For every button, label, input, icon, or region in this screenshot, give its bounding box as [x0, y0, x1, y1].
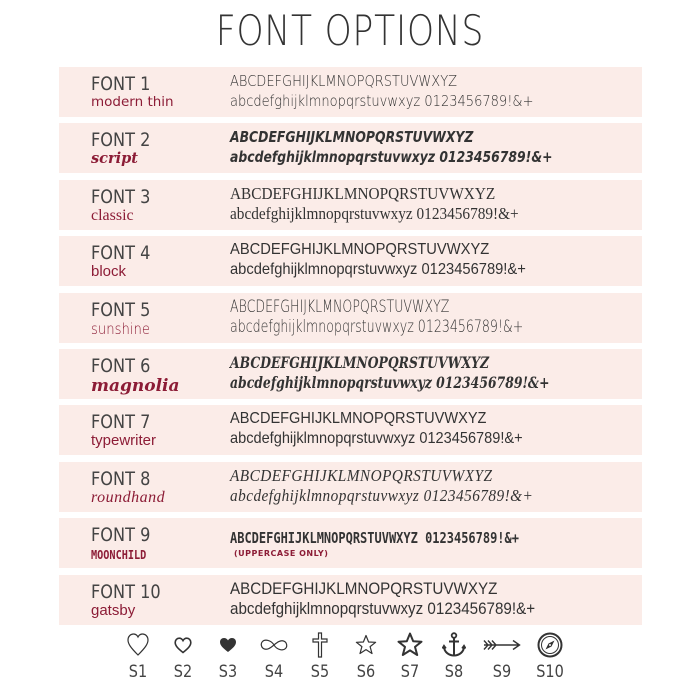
font-name: FONT 2 [91, 129, 151, 152]
font-sample [230, 127, 640, 167]
symbol-option-s2[interactable] [162, 632, 204, 682]
uppercase-sample: ABCDEFGHIJKLMNOPQRSTUVWXYZ [230, 296, 450, 317]
symbol-code: S10 [536, 662, 564, 682]
symbol-code: S3 [218, 662, 238, 682]
symbol-code: S8 [444, 662, 464, 682]
lowercase-sample: abcdefghijklmnopqrstuvwxyz 0123456789!&+ [230, 372, 550, 392]
uppercase-sample: ABCDEFGHIJKLMNOPQRSTUVWXYZ [230, 410, 487, 428]
symbol-code: S2 [173, 662, 193, 682]
font-sample [230, 353, 640, 393]
font-sample [230, 409, 640, 449]
font-row-5[interactable] [59, 293, 642, 343]
font-row-6[interactable] [59, 349, 642, 399]
infinity-icon [253, 632, 295, 658]
font-sample [230, 522, 640, 548]
font-name: FONT 10 [91, 580, 161, 603]
font-style-name: roundhand [91, 488, 166, 506]
font-row-4[interactable] [59, 236, 642, 286]
font-sample [230, 240, 640, 280]
font-name: FONT 9 [91, 524, 151, 547]
lowercase-sample: abcdefghijklmnopqrstuvwxyz 0123456789!&+ [230, 92, 534, 110]
font-name: FONT 7 [91, 411, 151, 434]
lowercase-sample: abcdefghijklmnopqrstuvwxyz 0123456789!&+ [230, 203, 519, 223]
uppercase-sample: ABCDEFGHIJKLMNOPQRSTUVWXYZ [230, 183, 496, 203]
uppercase-sample: ABCDEFGHIJKLMNOPQRSTUVWXYZ [230, 128, 474, 147]
font-style-name: script [91, 150, 138, 168]
symbol-option-s4[interactable] [253, 632, 295, 682]
page-title: FONT OPTIONS [215, 6, 485, 55]
font-row-10[interactable] [59, 575, 642, 625]
lowercase-sample: abcdefghijklmnopqrstuvwxyz 0123456789!&+ [230, 316, 524, 337]
star-outline-icon [345, 632, 387, 658]
font-row-3[interactable] [59, 180, 642, 230]
font-name: FONT 4 [91, 242, 151, 265]
font-sample [230, 184, 640, 224]
symbol-option-s5[interactable] [299, 632, 341, 682]
symbol-option-s7[interactable] [389, 632, 431, 682]
heart-outline-icon [117, 632, 159, 658]
symbol-option-s6[interactable] [345, 632, 387, 682]
cross-icon [299, 632, 341, 658]
font-name: FONT 8 [91, 467, 151, 490]
heart-filled-icon [207, 632, 249, 658]
compass-icon [529, 632, 571, 658]
uppercase-sample: ABCDEFGHIJKLMNOPQRSTUVWXYZ [230, 352, 490, 372]
symbol-code: S4 [264, 662, 284, 682]
font-sample [230, 71, 640, 111]
font-name: FONT 1 [91, 73, 151, 95]
symbol-code: S5 [310, 662, 330, 682]
lowercase-sample: abcdefghijklmnopqrstuvwxyz 0123456789!&+ [230, 430, 523, 448]
uppercase-sample: ABCDEFGHIJKLMNOPQRSTUVWXYZ [230, 72, 458, 90]
lowercase-sample: abcdefghijklmnopqrstuvwxyz 0123456789!&+ [230, 148, 553, 167]
font-row-1[interactable] [59, 67, 642, 117]
arrow-icon [481, 632, 523, 658]
small-heart-outline-icon [162, 632, 204, 658]
font-row-8[interactable] [59, 462, 642, 512]
star-bold-outline-icon [389, 632, 431, 658]
symbol-code: S7 [400, 662, 420, 682]
symbol-code: S1 [128, 662, 148, 682]
symbol-options [117, 632, 587, 694]
font-style-name: sunshine [91, 319, 151, 338]
symbol-code: S6 [356, 662, 376, 682]
font-row-9[interactable] [59, 518, 642, 568]
font-list [59, 67, 642, 631]
font-style-name: classic [91, 206, 134, 224]
font-name: FONT 5 [91, 298, 151, 321]
uppercase-sample: ABCDEFGHIJKLMNOPQRSTUVWXYZ 0123456789!&+ [230, 529, 519, 548]
font-style-name: MOONCHILD [91, 548, 147, 563]
symbol-option-s1[interactable] [117, 632, 159, 682]
font-sample [230, 579, 640, 619]
uppercase-only-note: (UPPERCASE ONLY) [234, 549, 329, 559]
font-style-name: block [91, 263, 127, 281]
font-style-name: gatsby [91, 601, 136, 619]
symbol-option-s9[interactable] [481, 632, 523, 682]
font-style-name: modern thin [91, 94, 174, 110]
font-row-2[interactable] [59, 123, 642, 173]
font-sample [230, 297, 640, 337]
lowercase-sample: abcdefghijklmnopqrstuvwxyz 0123456789!&+ [230, 261, 526, 279]
anchor-icon [433, 632, 475, 658]
font-name: FONT 6 [91, 354, 151, 377]
lowercase-sample: abcdefghijklmnopqrstuvwxyz 0123456789!&+ [230, 599, 536, 618]
symbol-option-s10[interactable] [529, 632, 571, 682]
font-sample [230, 466, 640, 506]
font-style-name: typewriter [91, 432, 157, 450]
uppercase-sample: ABCDEFGHIJKLMNOPQRSTUVWXYZ [230, 579, 498, 598]
font-row-7[interactable] [59, 405, 642, 455]
symbol-code: S9 [492, 662, 512, 682]
font-name: FONT 3 [91, 185, 151, 208]
lowercase-sample: abcdefghijklmnopqrstuvwxyz 0123456789!&+ [230, 485, 534, 505]
font-style-name: magnolia [91, 375, 180, 396]
uppercase-sample: ABCDEFGHIJKLMNOPQRSTUVWXYZ [230, 241, 490, 259]
symbol-option-s3[interactable] [207, 632, 249, 682]
symbol-option-s8[interactable] [433, 632, 475, 682]
uppercase-sample: ABCDEFGHIJKLMNOPQRSTUVWXYZ [230, 465, 493, 485]
